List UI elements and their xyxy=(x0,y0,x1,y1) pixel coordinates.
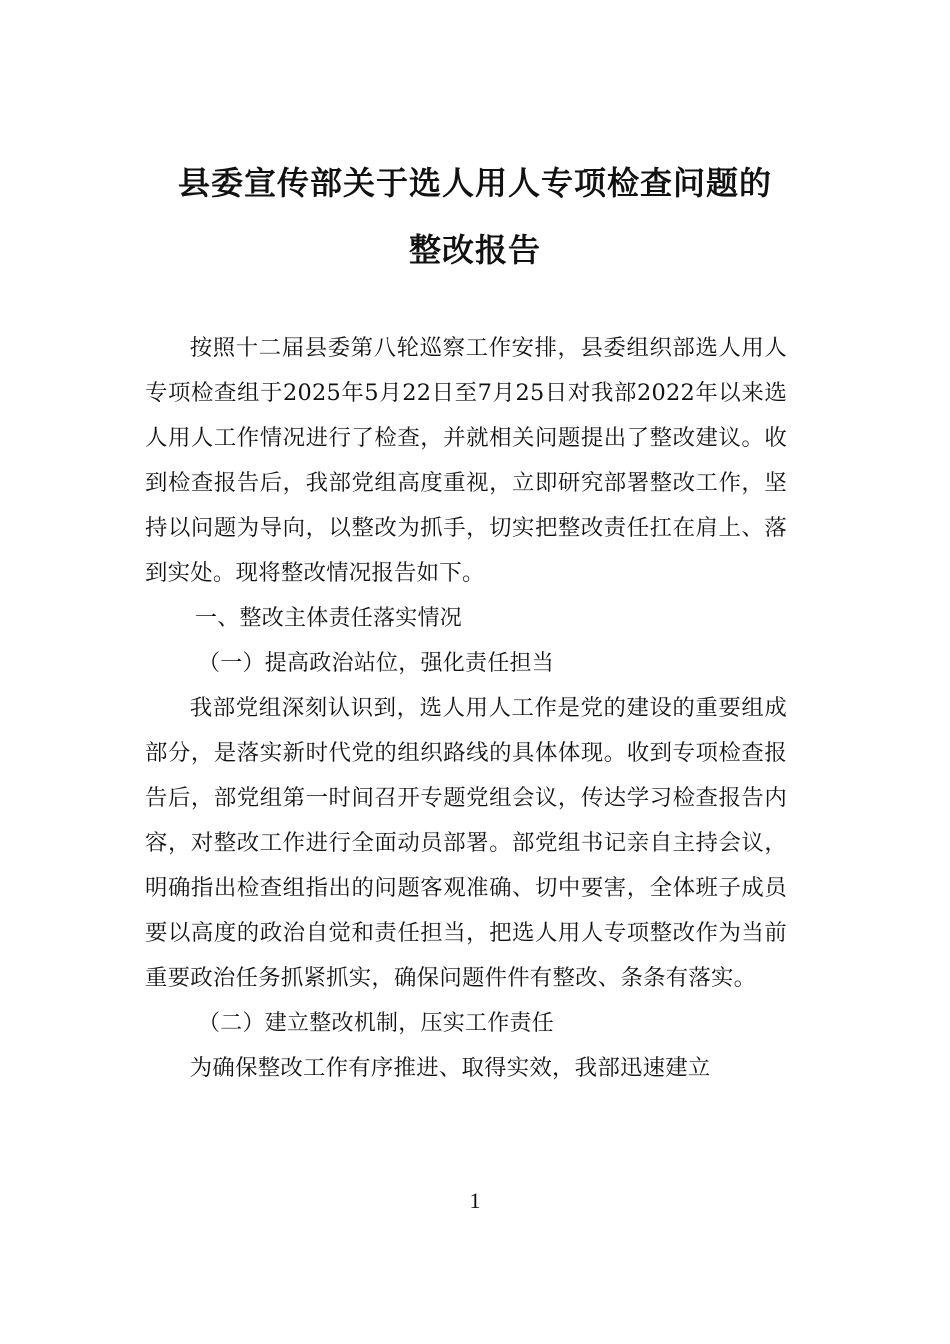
section-heading-1: 一、整改主体责任落实情况 xyxy=(195,606,463,631)
subsection-2-paragraph: 为确保整改工作有序推进、取得实效，我部迅速建立 xyxy=(189,1055,711,1081)
document-body xyxy=(145,326,787,1091)
subsection-1-paragraph: 我部党组深刻认识到，选人用人工作是党的建设的重要组成部分，是落实新时代党的组织路线的具体体现。收到专项检查报告后，部党组第一时间召开专题党组会议，传达学习检查报告内容，对整改工作进行全面动员部署。部党组书记亲自主持会议，明确指出检查组指出的问题客观准确、切中要害，全体班子成员要以高度的政治自觉和责任担当，把选人用人专项整改作为当前重要政治任务抓紧抓实，确保问题件件有整改、条条有落实。 xyxy=(145,695,787,991)
page-number: 1 xyxy=(469,1188,481,1213)
subsection-heading-1: （一）提高政治站位，强化责任担当 xyxy=(198,651,555,676)
subsection-heading-2: （二）建立整改机制，压实工作责任 xyxy=(198,1011,555,1036)
document-title-line-1: 县委宣传部关于选人用人专项检查问题的 xyxy=(177,164,772,202)
document-title-line-2: 整改报告 xyxy=(408,231,541,269)
intro-paragraph: 按照十二届县委第八轮巡察工作安排，县委组织部选人用人专项检查组于2025年5月22日至7月25日对我部2022年以来选人用人工作情况进行了检查，并就相关问题提出了整改建议。收到检查报告后，我部党组高度重视，立即研究部署整改工作，坚持以问题为导向，以整改为抓手，切实把整改责任扛在肩上、落到实处。现将整改情况报告如下。 xyxy=(145,335,787,586)
